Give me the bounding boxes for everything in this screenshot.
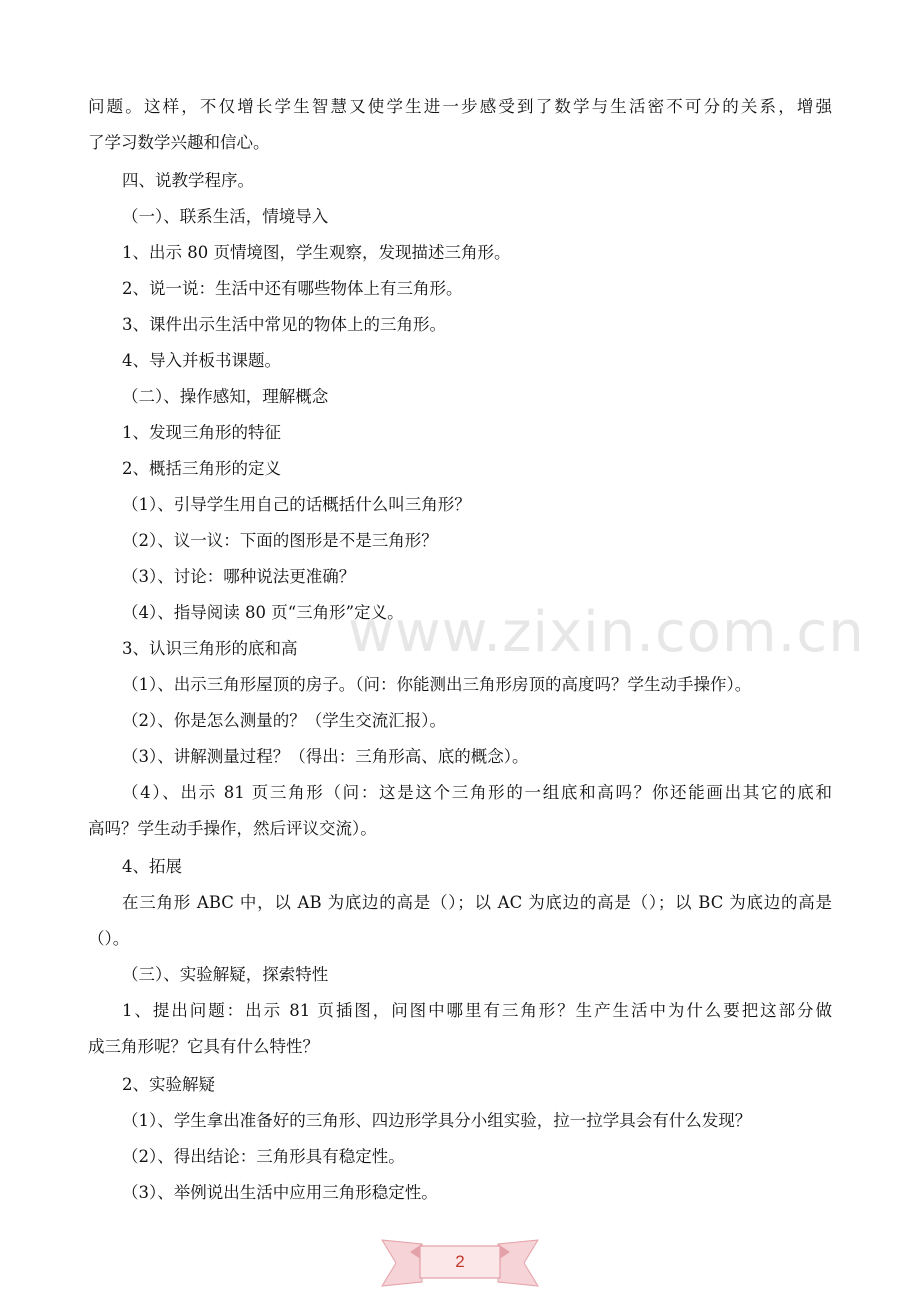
paragraph-line: 成三角形呢？它具有什么特性？ xyxy=(88,1037,319,1056)
paragraph-line: （）。 xyxy=(88,929,130,948)
watermark: www.zixin.com.cn xyxy=(348,600,865,665)
paragraph-line: 在三角形 ABC 中，以 AB 为底边的高是（）；以 AC 为底边的高是（）；以 BC 为底边的高是 xyxy=(122,893,832,912)
list-item: （4）、出示 81 页三角形（问：这是这个三角形的一组底和高吗？你还能画出其它的底和 xyxy=(122,783,832,802)
list-item: 4、拓展 xyxy=(122,857,182,876)
paragraph-line: 高吗？学生动手操作，然后评议交流）。 xyxy=(88,819,377,838)
list-item: （1）、学生拿出准备好的三角形、四边形学具分小组实验，拉一拉学具会有什么发现？ xyxy=(122,1111,752,1130)
list-item: 1、提出问题：出示 81 页插图，问图中哪里有三角形？生产生活中为什么要把这部分做 xyxy=(122,1001,832,1020)
paragraph-line: 问题。这样，不仅增长学生智慧又使学生进一步感受到了数学与生活密不可分的关系，增强 xyxy=(88,97,832,116)
list-item: 4、导入并板书课题。 xyxy=(122,351,281,370)
list-item: （1）、引导学生用自己的话概括什么叫三角形？ xyxy=(122,495,471,514)
list-item: 2、实验解疑 xyxy=(122,1075,215,1094)
list-item: 1、出示 80 页情境图，学生观察，发现描述三角形。 xyxy=(122,243,511,262)
page-number: 2 xyxy=(455,1252,465,1271)
section-heading: 四、说教学程序。 xyxy=(122,171,254,190)
list-item: （3）、举例说出生活中应用三角形稳定性。 xyxy=(122,1183,438,1202)
list-item: （1）、出示三角形屋顶的房子。（问：你能测出三角形房顶的高度吗？学生动手操作）。 xyxy=(122,675,752,694)
list-item: （2）、议一议：下面的图形是不是三角形？ xyxy=(122,531,438,550)
list-item: （4）、指导阅读 80 页“三角形”定义。 xyxy=(122,603,404,622)
list-item: 2、概括三角形的定义 xyxy=(122,459,281,478)
list-item: 3、课件出示生活中常见的物体上的三角形。 xyxy=(122,315,446,334)
list-item: 1、发现三角形的特征 xyxy=(122,423,281,442)
list-item: （3）、讨论：哪种说法更准确？ xyxy=(122,567,356,586)
subsection-heading: （二）、操作感知，理解概念 xyxy=(122,387,329,406)
subsection-heading: （三）、实验解疑，探索特性 xyxy=(122,965,329,984)
subsection-heading: （一）、联系生活，情境导入 xyxy=(122,207,329,226)
list-item: （2）、得出结论：三角形具有稳定性。 xyxy=(122,1147,405,1166)
paragraph-line: 了学习数学兴趣和信心。 xyxy=(88,133,270,152)
list-item: 3、认识三角形的底和高 xyxy=(122,639,298,658)
list-item: （2）、你是怎么测量的？（学生交流汇报）。 xyxy=(122,711,446,730)
list-item: 2、说一说：生活中还有哪些物体上有三角形。 xyxy=(122,279,463,298)
list-item: （3）、讲解测量过程？（得出：三角形高、底的概念）。 xyxy=(122,747,529,766)
